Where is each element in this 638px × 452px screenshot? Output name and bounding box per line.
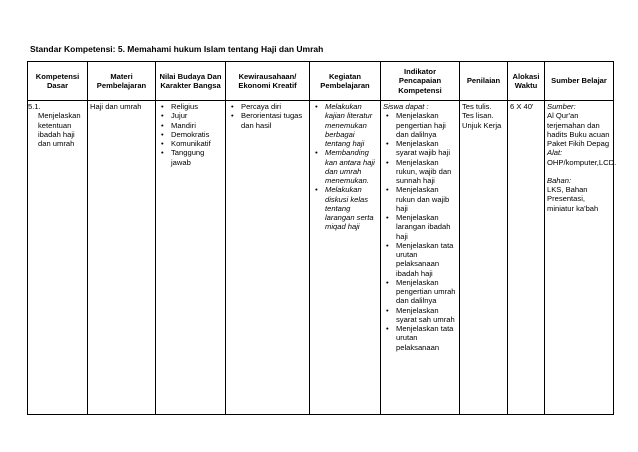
cell-indikator xyxy=(381,101,460,415)
list-item: • Menjelaskan pengertian umrah dan dalilnya xyxy=(396,278,457,306)
bahan-text: LKS, Bahan Presentasi, miniatur ka'bah xyxy=(547,185,599,213)
header-materi: Materi Pembelajaran xyxy=(88,62,156,101)
list-item: • Menjelaskan pengertian haji dan dalilnya xyxy=(396,111,457,139)
cell-nilai-budaya xyxy=(156,101,226,415)
list-item: • Menjelaskan syarat wajib haji xyxy=(396,139,457,158)
syllabus-table xyxy=(27,61,617,415)
kd-text: Menjelaskan ketentuan ibadah haji dan umrah xyxy=(38,111,81,148)
standar-kompetensi-title: Standar Kompetensi: 5. Memahami hukum Islam tentang Haji dan Umrah xyxy=(30,44,324,54)
list-item: • Komunikatif xyxy=(171,139,223,148)
alat-label: Alat: xyxy=(547,148,563,158)
list-item: • Melakukan diskusi kelas tentang larangan serta miqad haji xyxy=(325,185,378,231)
cell-materi: Haji dan umrah xyxy=(88,101,156,415)
list-item: • Percaya diri xyxy=(241,102,307,111)
sumber-text: Al Qur'an terjemahan dan hadits Buku acuan Paket Fikih Depag xyxy=(547,111,610,148)
cell-sumber xyxy=(545,101,617,415)
list-item: • Religius xyxy=(171,102,223,111)
penilaian-item: Tes lisan. xyxy=(462,111,494,121)
cell-kewirausahaan xyxy=(226,101,310,415)
alat-text: OHP/komputer,LCD. xyxy=(547,157,617,167)
list-item: • Jujur xyxy=(171,111,223,120)
table-row xyxy=(28,101,614,415)
kd-number: 5.1. xyxy=(28,102,41,111)
header-penilaian: Penilaian xyxy=(460,62,508,101)
list-item: • Menjelaskan rukun, wajib dan sunnah haji xyxy=(396,158,457,186)
sumber-label: Sumber: xyxy=(547,102,576,111)
header-kompetensi-dasar: Kompetensi Dasar xyxy=(28,62,88,101)
list-item: • Demokratis xyxy=(171,130,223,139)
list-item: • Tanggung jawab xyxy=(171,148,223,167)
list-item: • Mandiri xyxy=(171,121,223,130)
list-item: • Berorientasi tugas dan hasil xyxy=(241,111,307,130)
list-item: • Menjelaskan tata urutan pelaksanaan ibadah haji xyxy=(396,241,457,278)
penilaian-item: Tes tulis. xyxy=(462,102,492,111)
header-alokasi: Alokasi Waktu xyxy=(508,62,545,101)
cell-alokasi: 6 X 40' xyxy=(508,101,545,415)
header-indikator: Indikator Pencapaian Kompetensi xyxy=(381,62,460,101)
header-row xyxy=(28,62,614,101)
header-nilai-budaya: Nilai Budaya Dan Karakter Bangsa xyxy=(156,62,226,101)
list-item: • Menjelaskan tata urutan pelaksanaan xyxy=(396,324,457,352)
cell-kompetensi-dasar xyxy=(28,101,88,415)
header-kegiatan: Kegiatan Pembelajaran xyxy=(310,62,381,101)
bahan-label: Bahan: xyxy=(547,175,572,185)
header-sumber: Sumber Belajar xyxy=(545,62,614,101)
list-item: • Menjelaskan rukun dan wajib haji xyxy=(396,185,457,213)
penilaian-item: Unjuk Kerja xyxy=(462,120,502,130)
header-kewirausahaan: Kewirausahaan/ Ekonomi Kreatif xyxy=(226,62,310,101)
list-item: • Membanding kan antara haji dan umrah menemukan. xyxy=(325,148,378,185)
cell-penilaian xyxy=(460,101,508,415)
list-item: • Melakukan kajian literatur menemukan berbagai tentang haji xyxy=(325,102,378,148)
list-item: • Menjelaskan syarat sah umrah xyxy=(396,306,457,325)
cell-kegiatan xyxy=(310,101,381,415)
list-item: • Menjelaskan larangan ibadah haji xyxy=(396,213,457,241)
indikator-intro: Siswa dapat : xyxy=(383,102,429,111)
